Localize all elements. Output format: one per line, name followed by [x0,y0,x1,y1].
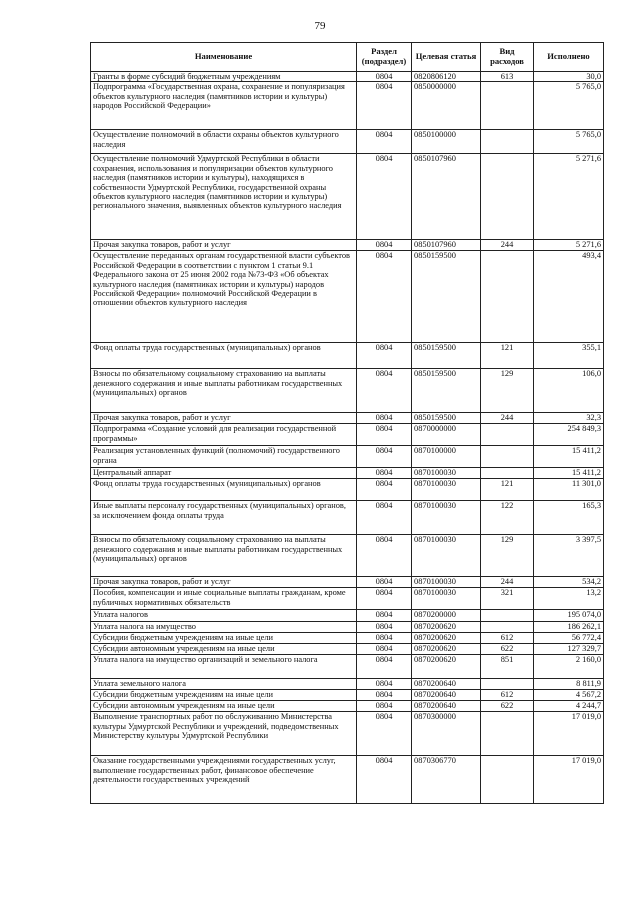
cell-expense-type: 244 [481,240,534,251]
cell-expense-type: 121 [481,343,534,369]
table-row [91,610,604,622]
table-row [91,622,604,633]
cell-executed: 254 849,3 [534,424,604,446]
header-name: Наименование [91,43,357,72]
cell-name: Выполнение транспортных работ по обслуживанию Министерства культуры Удмуртской Республики и учреждений, подведомственных Министерству культуры Удмуртской Республики [91,712,357,756]
cell-expense-type: 121 [481,479,534,501]
cell-section: 0804 [357,240,412,251]
cell-article: 0870200620 [412,633,481,644]
table-row [91,644,604,655]
cell-expense-type [481,468,534,479]
cell-name: Подпрограмма «Государственная охрана, сохранение и популяризация объектов культурного наследия (памятников истории и культуры) народов Российской Федерации» [91,82,357,130]
cell-section: 0804 [357,479,412,501]
cell-executed: 186 262,1 [534,622,604,633]
table-header-row [91,43,604,72]
cell-section: 0804 [357,72,412,82]
cell-article: 0870100000 [412,446,481,468]
cell-name: Уплата налога на имущество организаций и земельного налога [91,655,357,679]
cell-article: 0850159500 [412,251,481,343]
cell-expense-type [481,712,534,756]
table-row [91,535,604,577]
cell-expense-type: 613 [481,72,534,82]
cell-executed: 165,3 [534,501,604,535]
cell-article: 0850107960 [412,240,481,251]
cell-section: 0804 [357,701,412,712]
cell-article: 0870100030 [412,577,481,588]
cell-section: 0804 [357,468,412,479]
cell-name: Центральный аппарат [91,468,357,479]
cell-executed: 355,1 [534,343,604,369]
table-row [91,424,604,446]
table-row [91,756,604,804]
cell-section: 0804 [357,130,412,154]
cell-executed: 5 765,0 [534,130,604,154]
cell-section: 0804 [357,501,412,535]
cell-article: 0870200640 [412,679,481,690]
cell-article: 0870100030 [412,535,481,577]
cell-name: Субсидии бюджетным учреждениям на иные цели [91,690,357,701]
cell-article: 0870100030 [412,479,481,501]
cell-expense-type: 244 [481,413,534,424]
cell-expense-type: 129 [481,535,534,577]
cell-executed: 493,4 [534,251,604,343]
cell-expense-type: 321 [481,588,534,610]
cell-name: Субсидии бюджетным учреждениям на иные цели [91,633,357,644]
cell-section: 0804 [357,154,412,240]
cell-expense-type [481,154,534,240]
cell-section: 0804 [357,577,412,588]
cell-expense-type: 129 [481,369,534,413]
cell-expense-type [481,130,534,154]
cell-executed: 5 765,0 [534,82,604,130]
cell-executed: 17 019,0 [534,712,604,756]
cell-section: 0804 [357,644,412,655]
cell-name: Пособия, компенсации и иные социальные выплаты гражданам, кроме публичных нормативных обязательств [91,588,357,610]
table-row [91,655,604,679]
table-row [91,72,604,82]
cell-expense-type [481,622,534,633]
cell-name: Осуществление полномочий Удмуртской Республики в области сохранения, использования и популяризации объектов культурного наследия (памятников истории и культуры), находящихся в собственности Удмуртской Республики, государственной охраны объектов культурного наследия (памятников истории и культуры) регионального значения, выявленных объектов культурного наследия [91,154,357,240]
table-row [91,154,604,240]
table-row [91,130,604,154]
cell-expense-type: 622 [481,701,534,712]
cell-section: 0804 [357,588,412,610]
cell-article: 0850159500 [412,369,481,413]
cell-executed: 8 811,9 [534,679,604,690]
cell-expense-type [481,251,534,343]
cell-name: Субсидии автономным учреждениям на иные цели [91,644,357,655]
cell-name: Реализация установленных функций (полномочий) государственного органа [91,446,357,468]
cell-expense-type [481,679,534,690]
cell-executed: 2 160,0 [534,655,604,679]
cell-section: 0804 [357,610,412,622]
cell-executed: 3 397,5 [534,535,604,577]
cell-section: 0804 [357,424,412,446]
cell-expense-type: 622 [481,644,534,655]
cell-article: 0820806120 [412,72,481,82]
table-row [91,577,604,588]
header-executed: Исполнено [534,43,604,72]
cell-section: 0804 [357,343,412,369]
cell-executed: 4 567,2 [534,690,604,701]
cell-section: 0804 [357,756,412,804]
cell-expense-type [481,756,534,804]
cell-article: 0850000000 [412,82,481,130]
cell-executed: 4 244,7 [534,701,604,712]
cell-section: 0804 [357,622,412,633]
cell-executed: 13,2 [534,588,604,610]
cell-name: Субсидии автономным учреждениям на иные цели [91,701,357,712]
cell-name: Взносы по обязательному социальному страхованию на выплаты денежного содержания и иные выплаты работникам государственных (муниципальных) органов [91,535,357,577]
table-row [91,468,604,479]
cell-expense-type [481,82,534,130]
cell-section: 0804 [357,655,412,679]
cell-executed: 15 411,2 [534,468,604,479]
cell-article: 0870100030 [412,468,481,479]
cell-section: 0804 [357,690,412,701]
table-row [91,501,604,535]
cell-expense-type: 851 [481,655,534,679]
cell-executed: 32,3 [534,413,604,424]
cell-expense-type: 612 [481,633,534,644]
cell-name: Взносы по обязательному социальному страхованию на выплаты денежного содержания и иные выплаты работникам государственных (муниципальных) органов [91,369,357,413]
cell-executed: 30,0 [534,72,604,82]
header-section: Раздел (подраздел) [357,43,412,72]
cell-article: 0850159500 [412,413,481,424]
header-expense-type: Вид расходов [481,43,534,72]
cell-expense-type [481,446,534,468]
cell-section: 0804 [357,712,412,756]
cell-name: Осуществление переданных органам государственной власти субъектов Российской Федерации в соответствии с пунктом 1 статьи 9.1 Федерального закона от 25 июня 2002 года №73-ФЗ «Об объектах культурного наследия (памятниках истории и культуры) народов Российской Федерации» полномочий Российской Федерации в отношении объектов культурного наследия [91,251,357,343]
cell-section: 0804 [357,369,412,413]
cell-article: 0850100000 [412,130,481,154]
cell-executed: 5 271,6 [534,154,604,240]
cell-article: 0870200620 [412,644,481,655]
cell-article: 0870200640 [412,701,481,712]
table-row [91,446,604,468]
table-row [91,240,604,251]
cell-article: 0870100030 [412,588,481,610]
table-row [91,479,604,501]
cell-executed: 56 772,4 [534,633,604,644]
cell-article: 0850107960 [412,154,481,240]
cell-expense-type: 244 [481,577,534,588]
cell-executed: 195 074,0 [534,610,604,622]
cell-section: 0804 [357,535,412,577]
cell-executed: 106,0 [534,369,604,413]
table-row [91,701,604,712]
cell-name: Прочая закупка товаров, работ и услуг [91,577,357,588]
table-row [91,690,604,701]
cell-name: Оказание государственными учреждениями государственных услуг, выполнение государственных работ, финансовое обеспечение деятельности государственных учреждений [91,756,357,804]
cell-name: Прочая закупка товаров, работ и услуг [91,413,357,424]
table-row [91,343,604,369]
table-row [91,712,604,756]
table-row [91,413,604,424]
cell-section: 0804 [357,679,412,690]
cell-executed: 17 019,0 [534,756,604,804]
table-body [91,72,604,804]
cell-expense-type: 612 [481,690,534,701]
cell-article: 0870200620 [412,622,481,633]
cell-article: 0870100030 [412,501,481,535]
cell-article: 0870306770 [412,756,481,804]
cell-name: Иные выплаты персоналу государственных (муниципальных) органов, за исключением фонда оплаты труда [91,501,357,535]
cell-section: 0804 [357,251,412,343]
table-row [91,679,604,690]
cell-section: 0804 [357,82,412,130]
table-row [91,369,604,413]
cell-article: 0870200640 [412,690,481,701]
cell-article: 0870200620 [412,655,481,679]
table-row [91,588,604,610]
cell-name: Фонд оплаты труда государственных (муниципальных) органов [91,343,357,369]
cell-executed: 534,2 [534,577,604,588]
cell-name: Осуществление полномочий в области охраны объектов культурного наследия [91,130,357,154]
cell-name: Уплата налога на имущество [91,622,357,633]
cell-section: 0804 [357,413,412,424]
cell-name: Гранты в форме субсидий бюджетным учреждениям [91,72,357,82]
cell-article: 0870300000 [412,712,481,756]
cell-executed: 15 411,2 [534,446,604,468]
budget-execution-table [90,42,604,804]
cell-expense-type: 122 [481,501,534,535]
cell-article: 0870000000 [412,424,481,446]
cell-expense-type [481,424,534,446]
cell-name: Подпрограмма «Создание условий для реализации государственной программы» [91,424,357,446]
page-number: 79 [314,20,326,32]
cell-article: 0850159500 [412,343,481,369]
cell-name: Уплата налогов [91,610,357,622]
table-row [91,251,604,343]
cell-section: 0804 [357,446,412,468]
cell-article: 0870200000 [412,610,481,622]
cell-executed: 5 271,6 [534,240,604,251]
cell-executed: 11 301,0 [534,479,604,501]
cell-expense-type [481,610,534,622]
header-article: Целевая статья [412,43,481,72]
cell-section: 0804 [357,633,412,644]
table-row [91,82,604,130]
cell-name: Уплата земельного налога [91,679,357,690]
cell-name: Фонд оплаты труда государственных (муниципальных) органов [91,479,357,501]
table-row [91,633,604,644]
cell-executed: 127 329,7 [534,644,604,655]
cell-name: Прочая закупка товаров, работ и услуг [91,240,357,251]
